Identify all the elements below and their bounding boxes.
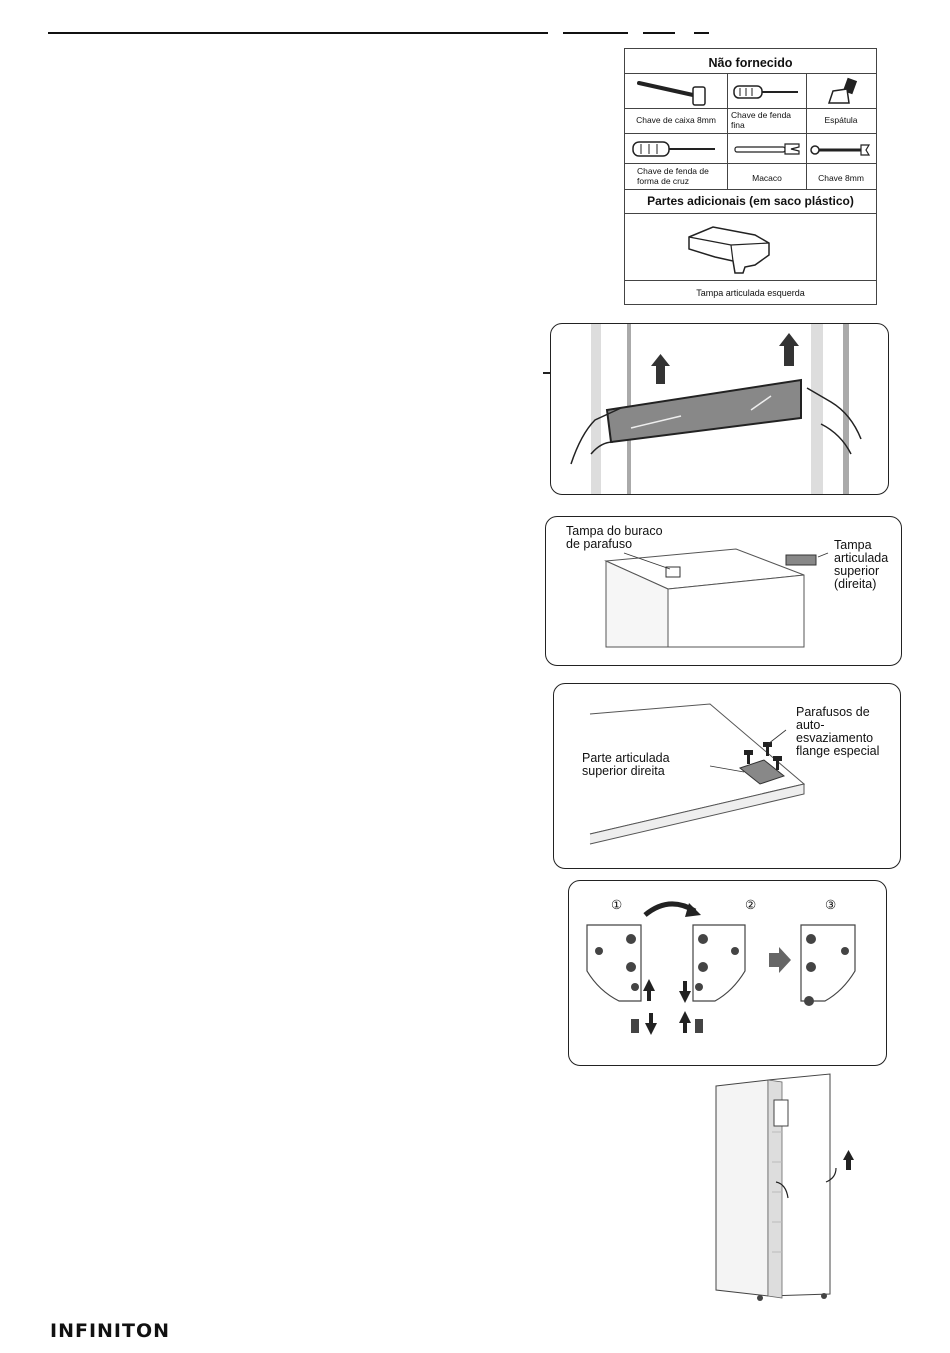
brand-logo: INFINITON xyxy=(50,1320,171,1342)
header-rule-long xyxy=(48,32,548,34)
hinge-steps-illustration xyxy=(569,881,886,1065)
lift-shelf-illustration xyxy=(551,324,888,494)
step-3-number: ③ xyxy=(825,898,837,912)
label-screw-hole-cover: Tampa do buraco de parafuso xyxy=(566,524,663,551)
label-top-right-hinge-part: Parte articulada superior direita xyxy=(582,751,670,778)
fridge-door-lift-illustration xyxy=(710,1072,860,1304)
figure-hinge-steps xyxy=(568,880,887,1066)
putty-knife-icon xyxy=(825,77,865,105)
tool-label-wrench: Chave 8mm xyxy=(818,173,864,183)
figure-lift-shelf xyxy=(550,323,889,495)
tool-label-phillips-screwdriver: Chave de fenda de forma de cruz xyxy=(637,166,709,186)
figure-hinge-screws xyxy=(553,683,901,869)
step-1-number: ① xyxy=(611,898,623,912)
hinge-cover-icon xyxy=(685,221,775,277)
tool-label-adjustable-wrench: Macaco xyxy=(752,173,782,183)
tools-table xyxy=(624,48,877,305)
label-top-hinge-cover-right: Tampa articulada superior (direita) xyxy=(834,538,889,591)
header-rule-short xyxy=(643,32,675,34)
tool-label-flat-screwdriver: Chave de fenda fina xyxy=(731,110,792,130)
not-supplied-title: Não fornecido xyxy=(708,56,793,70)
header-rule-mid xyxy=(563,32,628,34)
adjustable-wrench-icon xyxy=(733,141,803,157)
wrench-icon xyxy=(811,143,871,157)
socket-wrench-icon xyxy=(635,75,715,107)
additional-parts-title: Partes adicionais (em saco plástico) xyxy=(647,194,854,208)
tool-label-socket-wrench: Chave de caixa 8mm xyxy=(636,115,716,125)
additional-part-label: Tampa articulada esquerda xyxy=(696,288,805,298)
flat-screwdriver-icon xyxy=(732,83,802,101)
phillips-screwdriver-icon xyxy=(631,139,721,159)
header-rule-tiny xyxy=(694,32,709,34)
figure-top-covers xyxy=(545,516,902,666)
step-2-number: ② xyxy=(745,898,757,912)
label-self-tapping-screws: Parafusos de auto-esvaziamento flange especial xyxy=(796,705,880,758)
tool-label-putty-knife: Espátula xyxy=(824,115,858,125)
